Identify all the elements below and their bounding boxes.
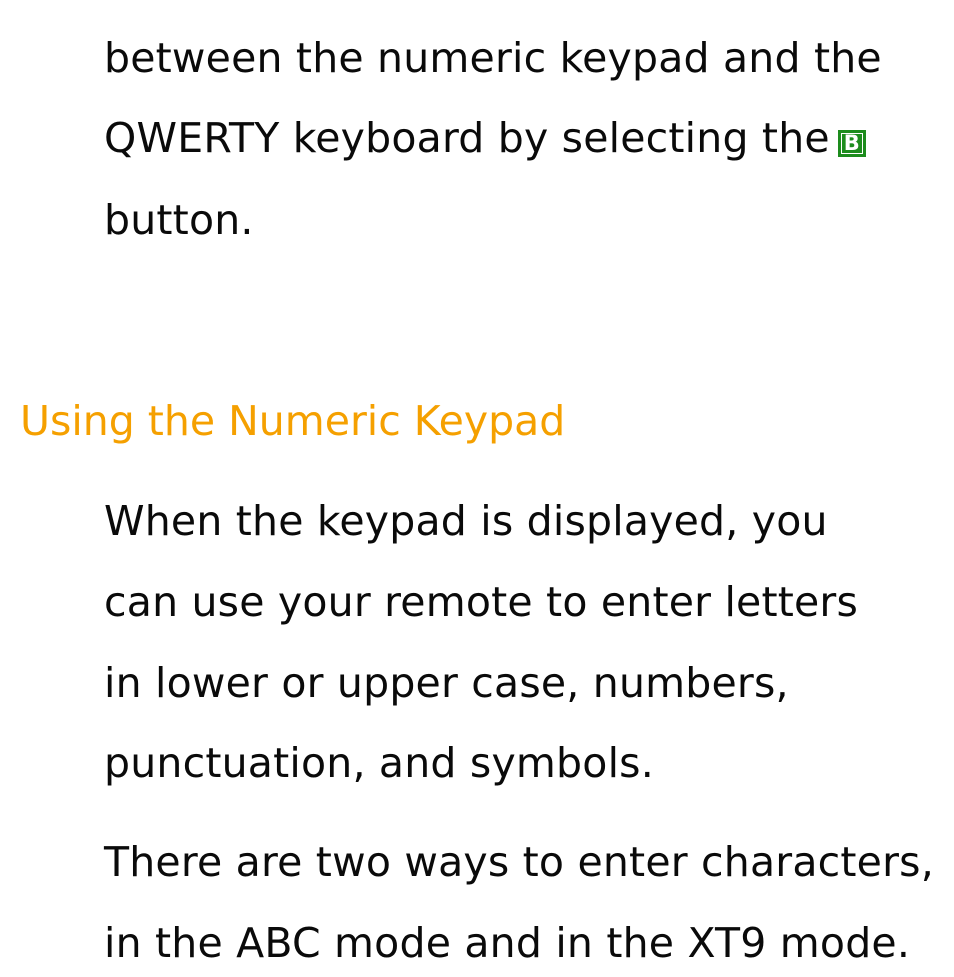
b-button-letter: B [843,131,860,155]
intro-line-3: button. [104,196,254,244]
green-b-button-icon [838,130,866,157]
intro-line-2 [104,113,866,163]
paragraph-line: can use your remote to enter letters [104,578,859,626]
section-heading: Using the Numeric Keypad [20,397,566,445]
paragraph-line: in lower or upper case, numbers, [104,659,789,707]
paragraph-line: When the keypad is displayed, you [104,497,828,545]
paragraph-line: punctuation, and symbols. [104,739,654,787]
intro-line-1: between the numeric keypad and the [104,34,882,82]
paragraph-line: in the ABC mode and in the XT9 mode. [104,919,911,967]
paragraph-line: There are two ways to enter characters, [104,838,934,886]
intro-line-2-text: QWERTY keyboard by selecting the [104,114,830,162]
